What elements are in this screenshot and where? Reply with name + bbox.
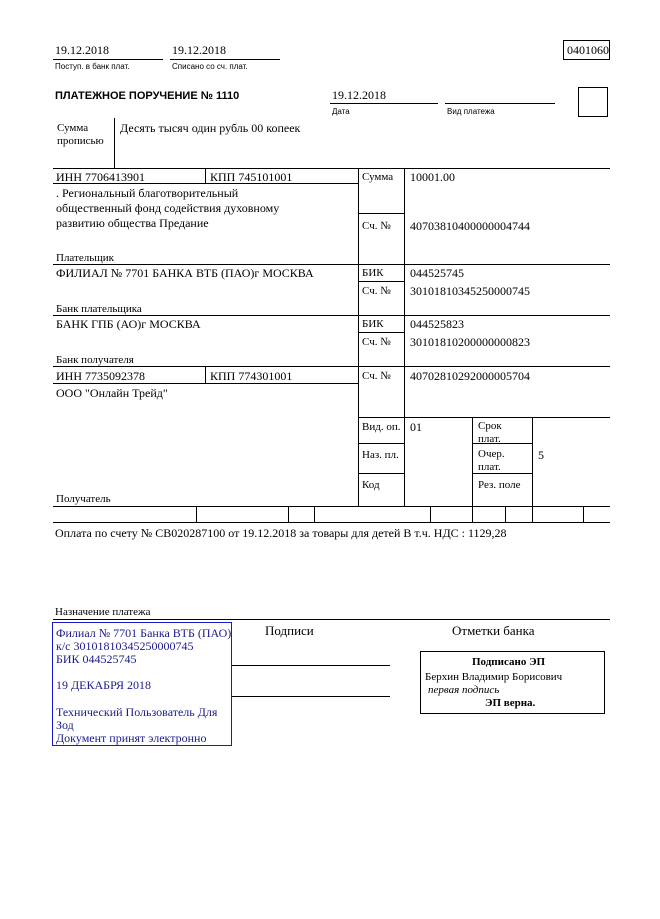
grid-col-ocher [532,417,533,522]
ocher-label-1: Очер. [478,448,505,460]
debit-caption: Списано со сч. плат. [172,62,248,71]
stamp-user-2: Зод [56,718,74,732]
payer-bank-name: ФИЛИАЛ № 7701 БАНКА ВТБ (ПАО)г МОСКВА [56,266,314,280]
purpose-bottom-line [53,619,610,620]
title-date-caption: Дата [332,107,350,116]
tax-cell-5 [505,506,506,522]
ep-first-sign: первая подпись [428,684,500,696]
payee-bank-account-value: 30101810200000000823 [410,335,530,349]
debit-date: 19.12.2018 [172,43,226,57]
srok-label-1: Срок [478,420,502,432]
payer-name-2: общественный фонд содействия духовному [56,201,280,215]
grid-line-payer-top [53,168,610,169]
debit-date-line [170,59,280,60]
form-code-box [563,40,610,60]
ep-name: Берхин Владимир Борисович [425,671,563,683]
payee-account-label: Сч. № [362,370,391,382]
payee-kpp: КПП 774301001 [210,369,293,383]
payer-name-1: . Региональный благотворительный [56,186,239,200]
grid-col-srok [472,417,473,522]
grid-line-bik1 [358,281,404,282]
srok-label-2: плат. [478,433,501,445]
ep-title: Подписано ЭП [472,656,546,668]
payer-account-value: 40703810400000004744 [410,219,530,233]
title-date-line [330,103,438,104]
payer-bank-account-value: 30101810345250000745 [410,284,530,298]
amount-words-divider [114,118,115,168]
payer-bank-account-label: Сч. № [362,285,391,297]
document-title: ПЛАТЕЖНОЕ ПОРУЧЕНИЕ № 1110 [55,90,240,102]
status-box [578,87,608,117]
grid-line-sum [358,213,404,214]
amount-words-label-2: прописью [57,135,104,147]
stamp-accepted: Документ принят электронно [56,731,207,745]
stamp-user-1: Технический Пользователь Для [56,705,218,719]
grid-line-purpose-top [53,522,610,523]
vid-op-value: 01 [410,420,422,434]
grid-line-vid [358,443,404,444]
grid-line-payer-bank [53,264,610,265]
grid-line-bik2 [358,332,404,333]
purpose-label: Назначение платежа [55,606,151,618]
tax-cell-3 [314,506,315,522]
kod-label: Код [362,479,380,491]
payer-kpp: КПП 745101001 [210,170,293,184]
payee-account-value: 40702810292000005704 [410,369,530,383]
bank-marks-label: Отметки банка [452,623,535,638]
grid-line-payee-bottom [53,506,610,507]
tax-cell-6 [583,506,584,522]
payer-bank-label: Банк плательщика [56,303,142,315]
payer-bank-bik-label: БИК [362,267,384,279]
rez-label: Рез. поле [478,479,521,491]
title-date: 19.12.2018 [332,88,386,102]
purpose-text: Оплата по счету № СВ020287100 от 19.12.2018 за товары для детей В т.ч. НДС : 1129,28 [55,526,507,540]
payer-name-3: развитию общества Предание [56,216,209,230]
payer-account-label: Сч. № [362,220,391,232]
payer-label: Плательщик [56,252,114,264]
tax-cell-1 [196,506,197,522]
payee-name: ООО "Онлайн Трейд" [56,386,168,400]
payer-inn: ИНН 7706413901 [56,170,145,184]
stamp-date: 19 ДЕКАБРЯ 2018 [56,678,151,692]
stamp-line-3: БИК 044525745 [56,652,137,666]
naz-pl-label: Наз. пл. [362,449,399,461]
payee-bank-bik-label: БИК [362,318,384,330]
grid-col-labels [358,168,359,506]
payee-label: Получатель [56,493,111,505]
sum-value: 10001.00 [410,170,455,184]
signature-line-2 [232,696,390,697]
tax-cell-4 [430,506,431,522]
ocher-value: 5 [538,448,544,462]
payee-inn: ИНН 7735092378 [56,369,145,383]
payment-type-line [445,103,555,104]
ocher-label-2: плат. [478,461,501,473]
sum-label: Сумма [362,171,394,183]
amount-words-label-1: Сумма [57,122,89,134]
form-code: 0401060 [567,43,609,57]
tax-cell-2 [288,506,289,522]
stamp-line-2: к/с 30101810345250000745 [56,639,194,653]
amount-words-value: Десять тысяч один рубль 00 копеек [120,121,301,135]
receipt-date: 19.12.2018 [55,43,109,57]
grid-line-payee-inn [53,383,358,384]
signature-line-1 [232,665,390,666]
grid-col-payee-kpp [205,366,206,383]
stamp-line-1: Филиал № 7701 Банка ВТБ (ПАО) [56,626,232,640]
ep-verified: ЭП верна. [485,697,536,709]
vid-op-label: Вид. оп. [362,421,401,433]
payment-type-caption: Вид платежа [447,107,495,116]
payee-bank-bik-value: 044525823 [410,317,464,331]
grid-col-values [404,168,405,506]
receipt-date-line [53,59,163,60]
grid-line-payee [53,366,610,367]
grid-col-kpp [205,168,206,183]
payee-bank-account-label: Сч. № [362,336,391,348]
payer-bank-bik-value: 044525745 [410,266,464,280]
signatures-label: Подписи [265,623,314,638]
grid-line-naz [358,473,404,474]
payee-bank-name: БАНК ГПБ (АО)г МОСКВА [56,317,201,331]
payee-bank-label: Банк получателя [56,354,134,366]
grid-line-codes [358,417,610,418]
receipt-caption: Поступ. в банк плат. [55,62,130,71]
